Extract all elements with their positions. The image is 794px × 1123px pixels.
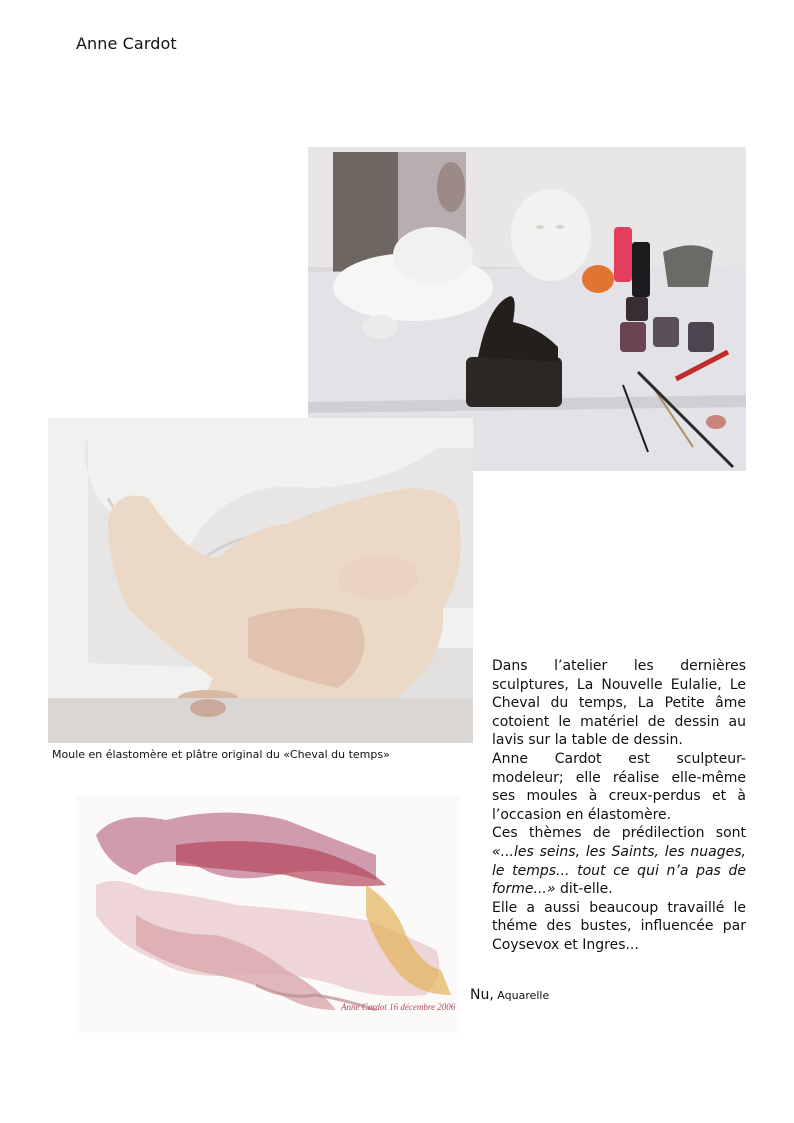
mold-photo-caption: Moule en élastomère et plâtre original du «Cheval du temps» [52,748,390,761]
body-paragraph: Elle a aussi beaucoup travaillé le théme des bustes, influencée par Coysevox et Ingres... [492,899,746,953]
watercolor-caption-title: Nu, [470,987,494,1003]
body-paragraph: Anne Cardot est sculpteur-modeleur; elle réalise elle-même ses moules à creux-perdus et à l’occasion en élastomère. [492,750,746,823]
artist-quote: «...les seins, les Saints, les nuages, le temps... tout ce qui n’a pas de forme...» [492,843,746,898]
page-title: Anne Cardot [76,34,177,53]
watercolor-caption-medium: Aquarelle [493,989,550,1002]
body-text-span: dit-elle. [555,881,613,898]
mold-photo-graphic [48,418,473,743]
body-text [492,657,746,955]
watercolor-image [76,795,460,1033]
watercolor-graphic [76,795,460,1033]
body-paragraph: Dans l’atelier les dernières sculptures, La Nouvelle Eulalie, Le Cheval du temps, La Petite âme cotoient le matériel de dessin au lavis sur la table de dessin. [492,658,746,749]
body-text-span: Ces thèmes de prédilection sont [492,825,746,842]
watercolor-signature: Anne Cardot 16 décembre 2006 [341,1002,456,1012]
mold-photo [48,418,473,743]
watercolor-caption [470,984,549,1003]
body-paragraph [492,824,746,898]
